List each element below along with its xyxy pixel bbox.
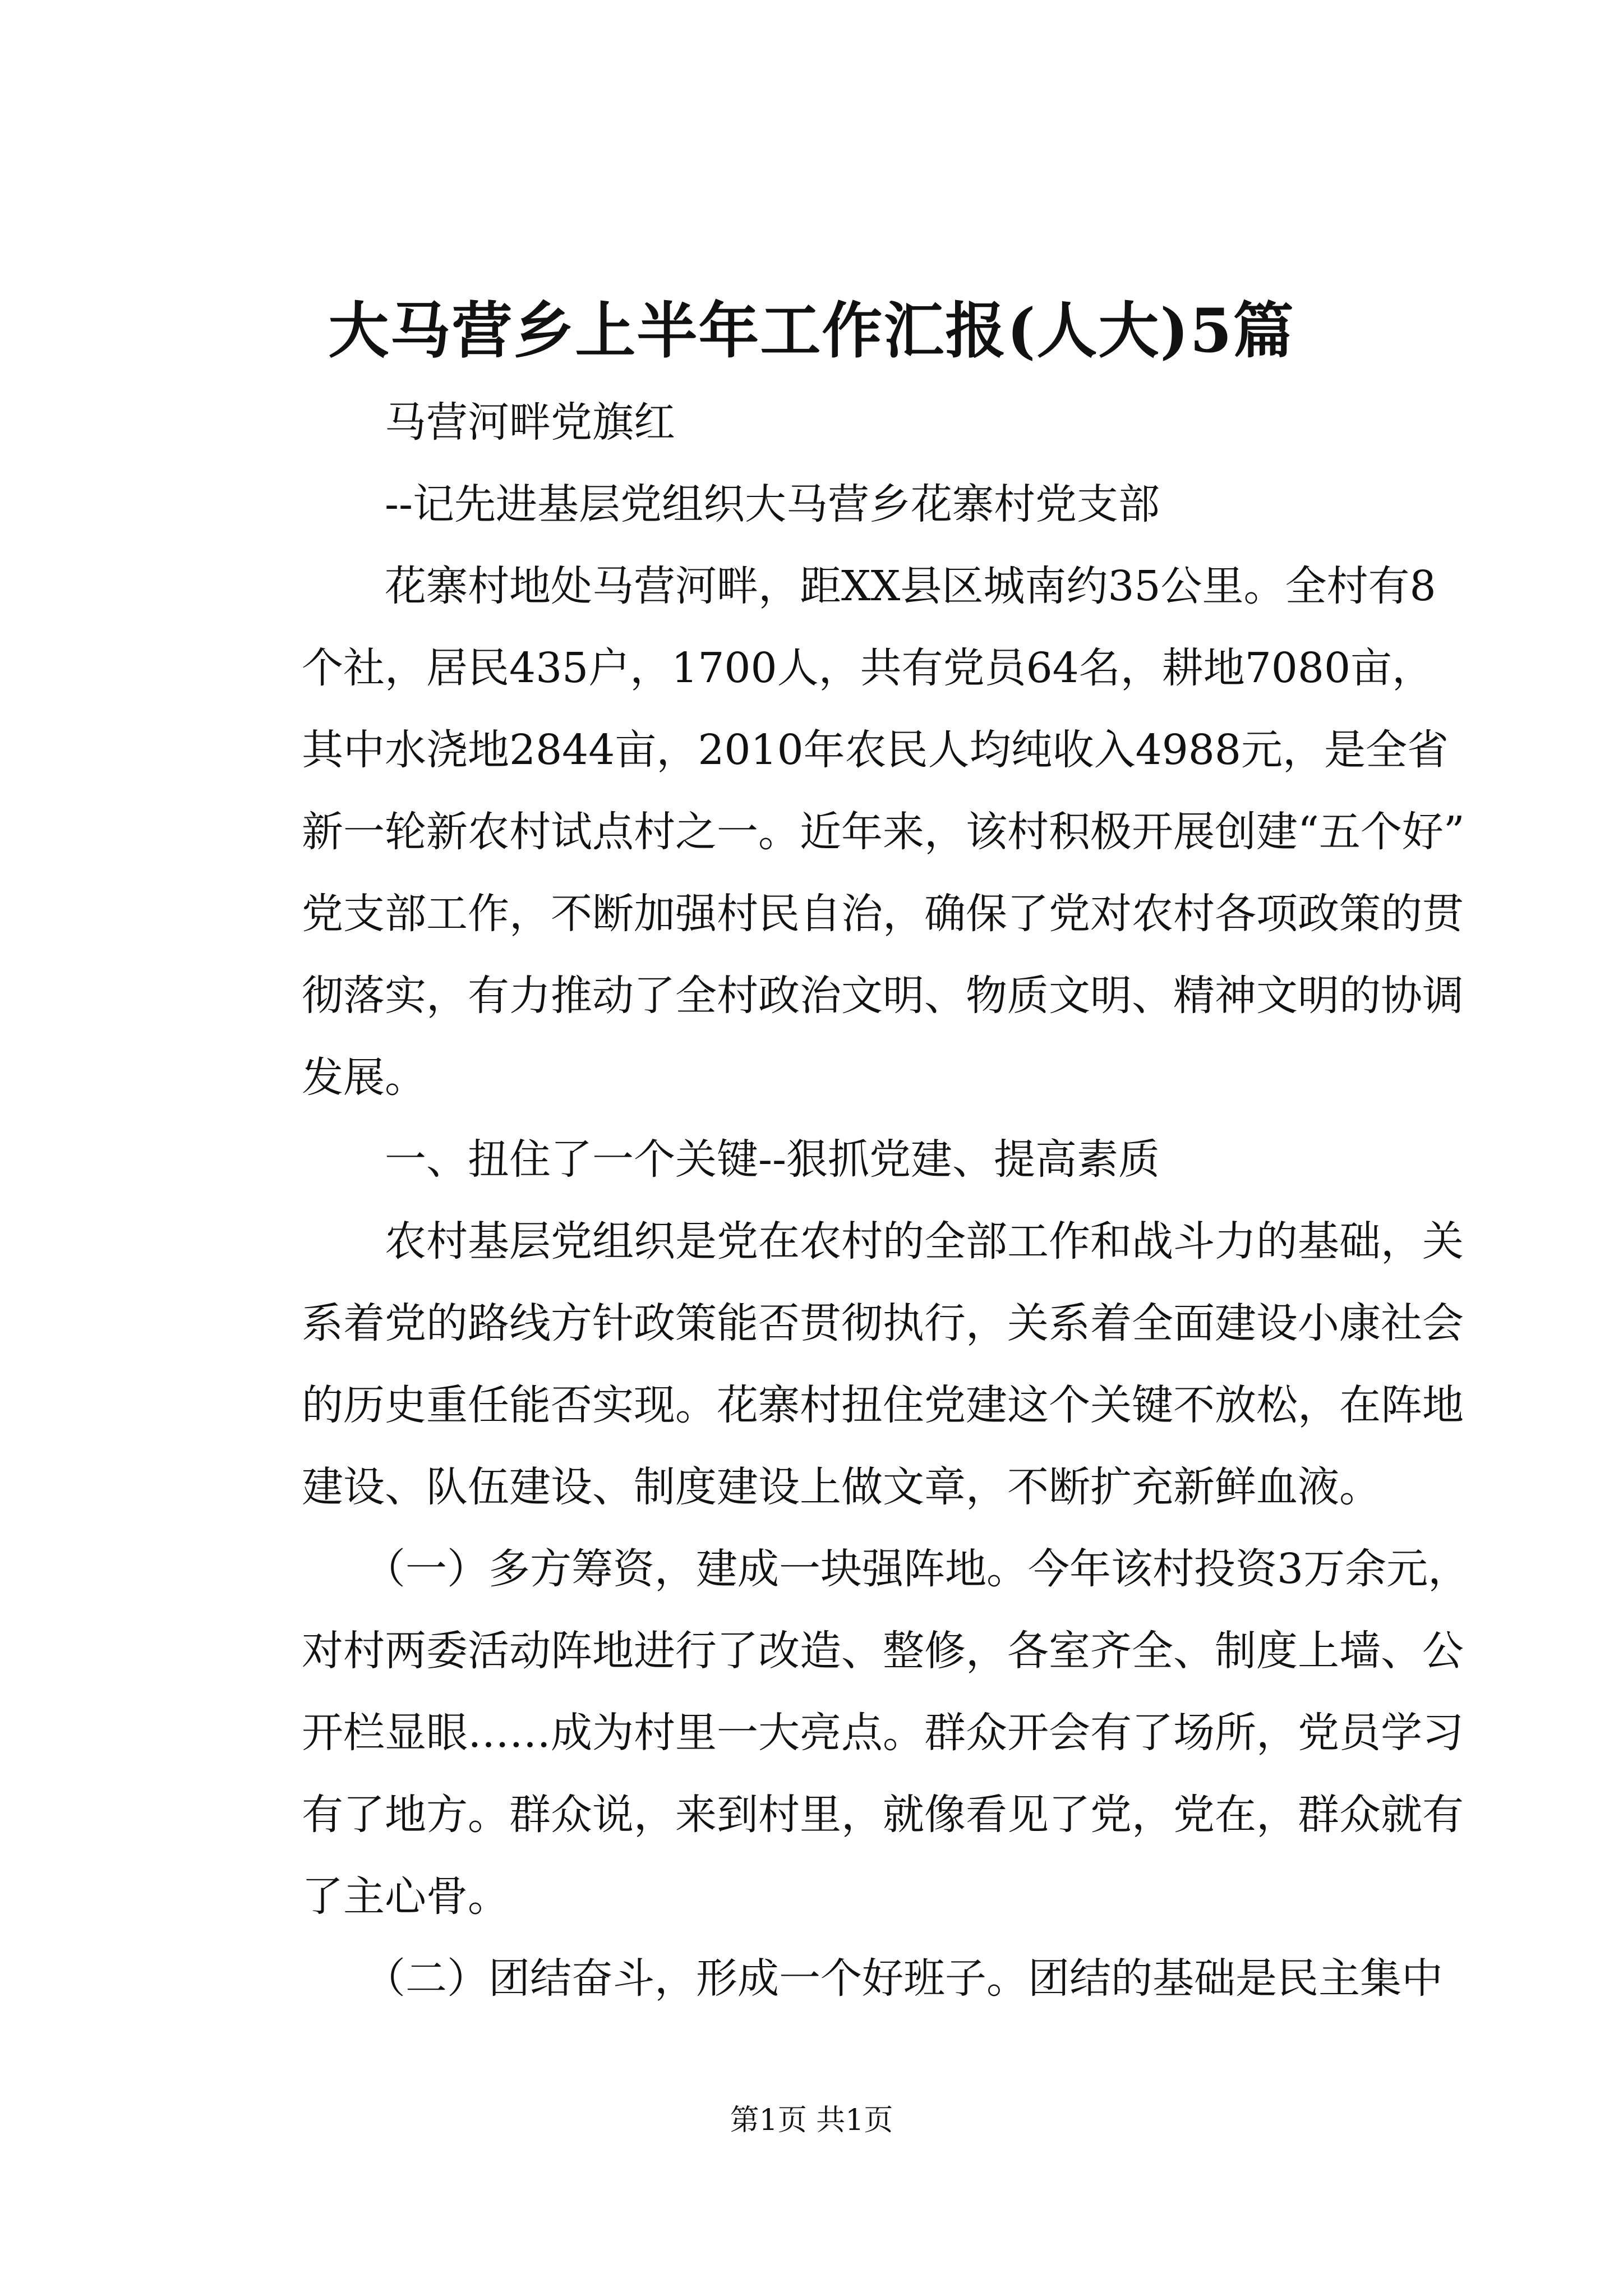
body-line: （一）多方筹资，建成一块强阵地。今年该村投资3万余元， <box>302 1545 1470 1593</box>
body-line: 了主心骨。 <box>302 1872 509 1921</box>
document-body <box>302 381 1470 2019</box>
body-line: 的历史重任能否实现。花寨村扭住党建这个关键不放松，在阵地 <box>302 1381 1464 1429</box>
body-line: 个社，居民435户，1700人，共有党员64名，耕地7080亩， <box>302 644 1434 692</box>
body-line: 彻落实，有力推动了全村政治文明、物质文明、精神文明的协调 <box>302 972 1464 1020</box>
document-title: 大马营乡上半年工作汇报(人大)5篇 <box>328 296 1295 366</box>
page-footer: 第1页 共1页 <box>730 2104 893 2137</box>
body-line: 系着党的路线方针政策能否贯彻执行，关系着全面建设小康社会 <box>302 1299 1464 1347</box>
body-line: 新一轮新农村试点村之一。近年来，该村积极开展创建“五个好” <box>302 808 1465 856</box>
body-line: 马营河畔党旗红 <box>302 398 675 447</box>
body-line: 建设、队伍建设、制度建设上做文章，不断扩充新鲜血液。 <box>302 1463 1381 1511</box>
body-line: 花寨村地处马营河畔，距XX县区城南约35公里。全村有8 <box>302 562 1436 610</box>
body-line: （二）团结奋斗，形成一个好班子。团结的基础是民主集中 <box>302 1954 1443 2003</box>
body-line: 发展。 <box>302 1053 426 1102</box>
body-line: 一、扭住了一个关键--狠抓党建、提高素质 <box>302 1135 1160 1184</box>
body-line: --记先进基层党组织大马营乡花寨村党支部 <box>302 480 1160 528</box>
body-line: 开栏显眼……成为村里一大亮点。群众开会有了场所，党员学习 <box>302 1709 1464 1757</box>
body-line: 党支部工作，不断加强村民自治，确保了党对农村各项政策的贯 <box>302 890 1464 938</box>
body-line: 对村两委活动阵地进行了改造、整修，各室齐全、制度上墙、公 <box>302 1627 1464 1675</box>
body-line: 农村基层党组织是党在农村的全部工作和战斗力的基础，关 <box>302 1217 1464 1266</box>
body-line: 有了地方。群众说，来到村里，就像看见了党，党在，群众就有 <box>302 1791 1464 1839</box>
body-line: 其中水浇地2844亩，2010年农民人均纯收入4988元，是全省 <box>302 726 1449 774</box>
